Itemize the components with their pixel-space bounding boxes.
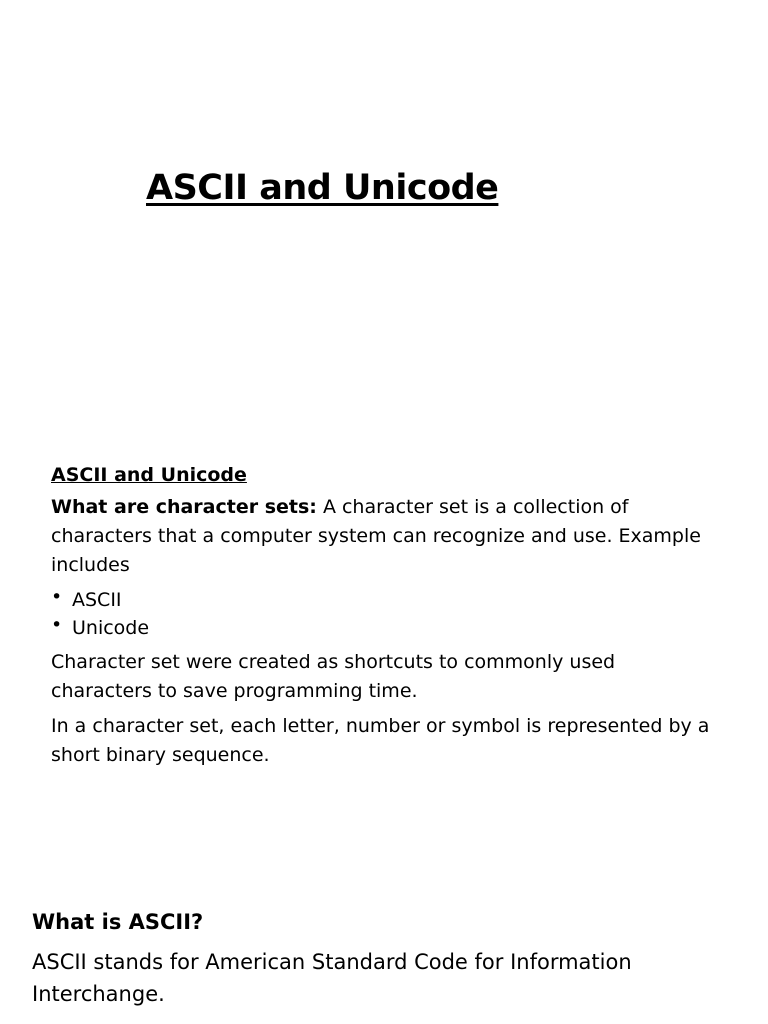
list-item: [51, 614, 711, 642]
definition-label: What are character sets:: [51, 496, 317, 518]
list-item-text: Unicode: [72, 617, 150, 639]
bullet-icon: •: [51, 586, 63, 608]
examples-list: [51, 586, 711, 642]
ascii-definition: ASCII stands for American Standard Code for Information Interchange.: [32, 950, 632, 1006]
binary-paragraph: In a character set, each letter, number or symbol is represented by a short binary sequence.: [51, 715, 710, 766]
list-item: [51, 586, 711, 614]
character-sets-section: [51, 462, 711, 776]
section-heading: What is ASCII?: [32, 910, 204, 934]
section-heading: ASCII and Unicode: [51, 464, 247, 486]
definition-text: A character set is a collection of characters that a computer system can recognize and use. Example includes: [51, 496, 701, 576]
definition-paragraph: [51, 493, 711, 580]
bullet-icon: •: [51, 614, 63, 636]
shortcuts-paragraph: Character set were created as shortcuts to commonly used characters to save programming time.: [51, 651, 616, 702]
page-title: ASCII and Unicode: [146, 168, 499, 208]
list-item-text: ASCII: [72, 589, 122, 611]
what-is-ascii-section: [32, 906, 732, 1010]
